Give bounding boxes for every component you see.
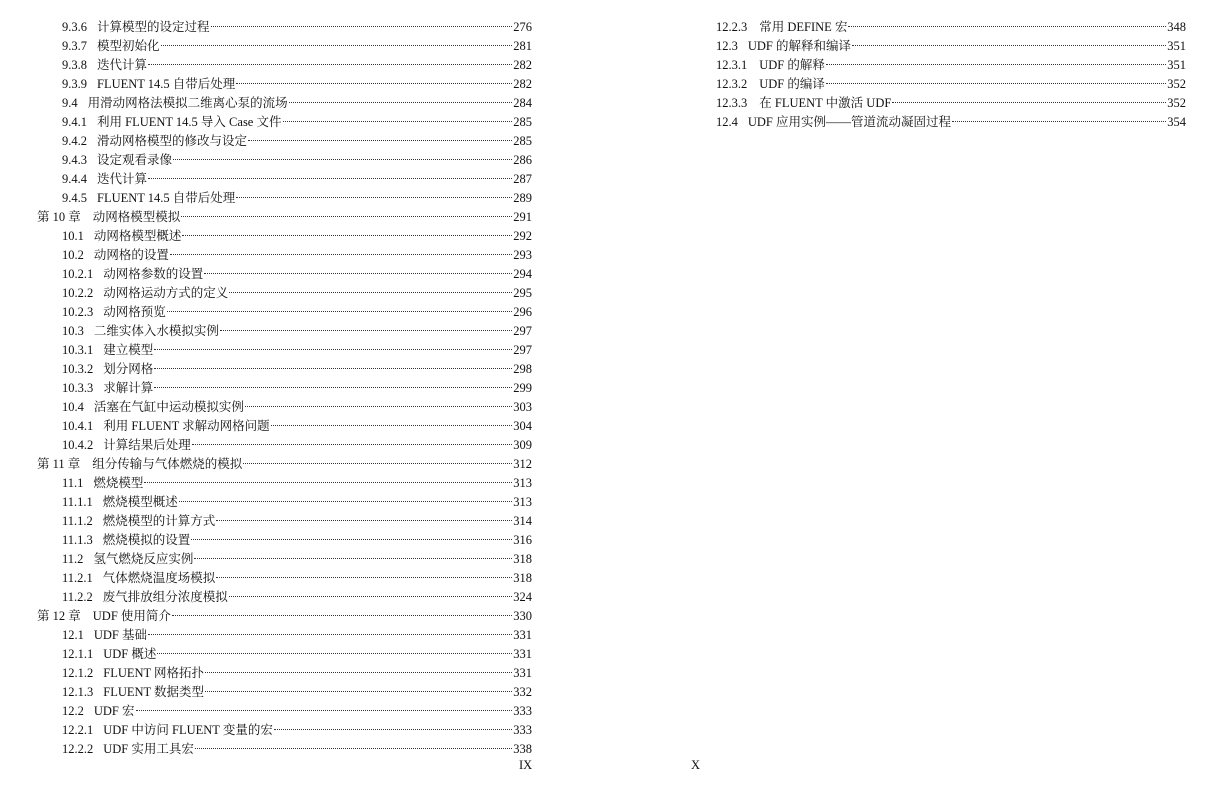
toc-entry-title: 计算结果后处理 <box>103 438 191 452</box>
dot-leader <box>170 254 512 255</box>
toc-entry-page: 309 <box>513 438 532 452</box>
dot-leader <box>191 539 512 540</box>
toc-left-page <box>37 18 532 759</box>
dot-leader <box>243 463 512 464</box>
dot-leader <box>148 178 512 179</box>
toc-entry-title: FLUENT 14.5 自带后处理 <box>97 77 236 91</box>
dot-leader <box>245 406 512 407</box>
toc-section-entry <box>37 189 532 208</box>
toc-entry-number: 12.1.2 <box>62 666 94 680</box>
toc-entry-page: 331 <box>513 666 532 680</box>
dot-leader <box>148 634 512 635</box>
toc-entry-title: 组分传输与气体燃烧的模拟 <box>92 457 243 471</box>
toc-section-entry <box>37 588 532 607</box>
toc-entry-number: 11.2 <box>62 552 84 566</box>
toc-entry-number: 12.3.2 <box>716 77 748 91</box>
toc-entry-page: 324 <box>513 590 532 604</box>
dot-leader <box>826 64 1166 65</box>
toc-section-entry <box>716 113 1186 132</box>
dot-leader <box>236 83 512 84</box>
toc-section-entry <box>37 151 532 170</box>
toc-entry-title: UDF 宏 <box>93 704 135 718</box>
toc-section-entry <box>37 303 532 322</box>
toc-entry-number: 11.1.2 <box>62 514 93 528</box>
toc-entry-number: 10.4.1 <box>62 419 94 433</box>
toc-entry-number: 12.1 <box>62 628 84 642</box>
dot-leader <box>271 425 513 426</box>
toc-entry-title: 利用 FLUENT 14.5 导入 Case 文件 <box>97 115 282 129</box>
toc-entry-number: 10.3.2 <box>62 362 94 376</box>
toc-entry-title: 氢气燃烧反应实例 <box>93 552 194 566</box>
toc-entry-page: 312 <box>513 457 532 471</box>
toc-entry-page: 282 <box>513 77 532 91</box>
toc-entry-title: 气体燃烧温度场模拟 <box>102 571 216 585</box>
toc-entry-page: 354 <box>1167 115 1186 129</box>
toc-entry-title: FLUENT 网格拓扑 <box>103 666 205 680</box>
toc-section-entry <box>716 56 1186 75</box>
toc-entry-number: 10.2.1 <box>62 267 94 281</box>
toc-entry-page: 282 <box>513 58 532 72</box>
dot-leader <box>182 235 512 236</box>
toc-entry-number: 10.2 <box>62 248 84 262</box>
dot-leader <box>289 102 513 103</box>
dot-leader <box>229 596 512 597</box>
toc-entry-page: 313 <box>513 495 532 509</box>
toc-section-entry <box>37 360 532 379</box>
dot-leader <box>161 45 513 46</box>
toc-entry-number: 9.4 <box>62 96 78 110</box>
toc-entry-page: 351 <box>1167 39 1186 53</box>
toc-entry-page: 291 <box>513 210 532 224</box>
toc-entry-number: 10.4 <box>62 400 84 414</box>
toc-entry-number: 9.3.8 <box>62 58 87 72</box>
toc-entry-title: 计算模型的设定过程 <box>97 20 210 34</box>
dot-leader <box>848 26 1166 27</box>
toc-section-entry <box>37 721 532 740</box>
toc-entry-title: UDF 基础 <box>93 628 148 642</box>
toc-entry-title: 燃烧模型概述 <box>102 495 178 509</box>
toc-section-entry <box>37 702 532 721</box>
page-number-right: X <box>691 758 701 772</box>
toc-section-entry <box>37 341 532 360</box>
toc-section-entry <box>37 531 532 550</box>
toc-entry-number: 9.4.4 <box>62 172 87 186</box>
toc-section-entry <box>37 37 532 56</box>
toc-entry-number: 9.4.3 <box>62 153 87 167</box>
toc-entry-number: 第 11 章 <box>37 457 81 471</box>
toc-entry-page: 304 <box>513 419 532 433</box>
toc-entry-number: 11.2.2 <box>62 590 93 604</box>
dot-leader <box>229 292 512 293</box>
toc-entry-page: 318 <box>513 571 532 585</box>
toc-section-entry <box>37 493 532 512</box>
toc-entry-title: 动网格模型模拟 <box>92 210 181 224</box>
dot-leader <box>173 159 512 160</box>
toc-entry-number: 9.3.7 <box>62 39 87 53</box>
toc-entry-title: UDF 的编译 <box>759 77 825 91</box>
toc-section-entry <box>37 569 532 588</box>
page-number-left: IX <box>519 758 533 772</box>
toc-entry-title: UDF 使用简介 <box>92 609 171 623</box>
toc-entry-title: 燃烧模型 <box>93 476 144 490</box>
toc-chapter-entry <box>37 208 532 227</box>
dot-leader <box>195 748 512 749</box>
toc-chapter-entry <box>37 607 532 626</box>
toc-entry-title: 常用 DEFINE 宏 <box>759 20 848 34</box>
toc-entry-page: 316 <box>513 533 532 547</box>
toc-entry-title: 求解计算 <box>103 381 154 395</box>
toc-entry-number: 10.2.2 <box>62 286 94 300</box>
dot-leader <box>204 273 512 274</box>
toc-section-entry <box>37 474 532 493</box>
dot-leader <box>216 520 512 521</box>
toc-entry-number: 12.3 <box>716 39 738 53</box>
toc-entry-number: 9.4.1 <box>62 115 87 129</box>
toc-entry-number: 9.4.2 <box>62 134 87 148</box>
toc-entry-number: 10.1 <box>62 229 84 243</box>
toc-section-entry <box>37 398 532 417</box>
toc-entry-number: 12.3.3 <box>716 96 748 110</box>
toc-entry-title: 建立模型 <box>103 343 154 357</box>
toc-section-entry <box>37 284 532 303</box>
toc-entry-title: 动网格运动方式的定义 <box>103 286 229 300</box>
toc-entry-title: 动网格模型概述 <box>93 229 182 243</box>
toc-entry-number: 12.1.3 <box>62 685 94 699</box>
toc-entry-number: 10.3 <box>62 324 84 338</box>
dot-leader <box>172 615 512 616</box>
toc-entry-page: 303 <box>513 400 532 414</box>
toc-entry-title: 迭代计算 <box>97 58 148 72</box>
toc-section-entry <box>37 132 532 151</box>
toc-section-entry <box>37 664 532 683</box>
toc-section-entry <box>37 436 532 455</box>
dot-leader <box>194 558 512 559</box>
toc-entry-title: 动网格参数的设置 <box>103 267 204 281</box>
toc-entry-number: 12.3.1 <box>716 58 748 72</box>
toc-chapter-entry <box>37 455 532 474</box>
toc-entry-title: 活塞在气缸中运动模拟实例 <box>93 400 244 414</box>
toc-entry-page: 331 <box>513 628 532 642</box>
toc-entry-number: 10.3.3 <box>62 381 94 395</box>
toc-section-entry <box>716 18 1186 37</box>
toc-section-entry <box>37 626 532 645</box>
toc-entry-number: 12.2.1 <box>62 723 94 737</box>
toc-section-entry <box>37 740 532 759</box>
toc-entry-page: 276 <box>513 20 532 34</box>
toc-entry-page: 292 <box>513 229 532 243</box>
dot-leader <box>205 691 512 692</box>
dot-leader <box>154 368 512 369</box>
toc-entry-page: 285 <box>513 115 532 129</box>
toc-entry-number: 11.2.1 <box>62 571 93 585</box>
toc-entry-number: 10.4.2 <box>62 438 94 452</box>
dot-leader <box>826 83 1166 84</box>
toc-entry-page: 330 <box>513 609 532 623</box>
dot-leader <box>136 710 513 711</box>
toc-entry-page: 285 <box>513 134 532 148</box>
toc-entry-page: 298 <box>513 362 532 376</box>
toc-entry-number: 10.2.3 <box>62 305 94 319</box>
toc-section-entry <box>37 113 532 132</box>
dot-leader <box>236 197 512 198</box>
dot-leader <box>181 216 512 217</box>
toc-section-entry <box>37 683 532 702</box>
toc-entry-number: 9.3.6 <box>62 20 87 34</box>
dot-leader <box>952 121 1166 122</box>
toc-entry-page: 332 <box>513 685 532 699</box>
toc-entry-title: 利用 FLUENT 求解动网格问题 <box>103 419 270 433</box>
toc-entry-title: 用滑动网格法模拟二维离心泵的流场 <box>87 96 288 110</box>
toc-entry-page: 281 <box>513 39 532 53</box>
toc-entry-page: 294 <box>513 267 532 281</box>
toc-entry-number: 12.1.1 <box>62 647 94 661</box>
dot-leader <box>157 653 512 654</box>
toc-entry-title: 动网格预览 <box>103 305 166 319</box>
toc-section-entry <box>37 417 532 436</box>
toc-section-entry <box>37 246 532 265</box>
toc-section-entry <box>716 75 1186 94</box>
toc-entry-number: 12.2.3 <box>716 20 748 34</box>
toc-entry-number: 9.3.9 <box>62 77 87 91</box>
toc-entry-page: 333 <box>513 704 532 718</box>
toc-entry-number: 12.2 <box>62 704 84 718</box>
toc-section-entry <box>37 227 532 246</box>
toc-entry-page: 295 <box>513 286 532 300</box>
toc-entry-title: UDF 的解释和编译 <box>747 39 852 53</box>
dot-leader <box>167 311 512 312</box>
toc-right-page <box>716 18 1186 132</box>
toc-entry-title: 在 FLUENT 中激活 UDF <box>759 96 892 110</box>
toc-section-entry <box>37 550 532 569</box>
toc-entry-title: 滑动网格模型的修改与设定 <box>97 134 248 148</box>
dot-leader <box>154 387 512 388</box>
toc-entry-number: 11.1.3 <box>62 533 93 547</box>
toc-entry-page: 296 <box>513 305 532 319</box>
toc-entry-number: 12.2.2 <box>62 742 94 756</box>
toc-entry-title: UDF 的解释 <box>759 58 825 72</box>
toc-entry-number: 11.1 <box>62 476 84 490</box>
toc-entry-page: 333 <box>513 723 532 737</box>
toc-entry-page: 293 <box>513 248 532 262</box>
toc-entry-title: 燃烧模拟的设置 <box>102 533 191 547</box>
toc-section-entry <box>37 75 532 94</box>
toc-entry-title: FLUENT 14.5 自带后处理 <box>97 191 236 205</box>
toc-entry-title: 废气排放组分浓度模拟 <box>102 590 228 604</box>
toc-entry-page: 338 <box>513 742 532 756</box>
toc-entry-page: 348 <box>1167 20 1186 34</box>
toc-section-entry <box>37 94 532 113</box>
toc-section-entry <box>37 18 532 37</box>
toc-entry-page: 289 <box>513 191 532 205</box>
toc-entry-title: 模型初始化 <box>97 39 160 53</box>
toc-section-entry <box>37 322 532 341</box>
dot-leader <box>248 140 512 141</box>
toc-entry-title: 划分网格 <box>103 362 154 376</box>
toc-section-entry <box>37 379 532 398</box>
toc-section-entry <box>716 37 1186 56</box>
toc-entry-number: 10.3.1 <box>62 343 94 357</box>
toc-entry-number: 12.4 <box>716 115 738 129</box>
toc-entry-page: 286 <box>513 153 532 167</box>
toc-section-entry <box>37 56 532 75</box>
toc-section-entry <box>37 170 532 189</box>
dot-leader <box>216 577 512 578</box>
toc-entry-title: UDF 概述 <box>103 647 157 661</box>
dot-leader <box>205 672 512 673</box>
toc-entry-number: 9.4.5 <box>62 191 87 205</box>
dot-leader <box>154 349 512 350</box>
toc-section-entry <box>716 94 1186 113</box>
toc-entry-page: 314 <box>513 514 532 528</box>
toc-entry-number: 第 12 章 <box>37 609 81 623</box>
dot-leader <box>220 330 512 331</box>
toc-entry-number: 第 10 章 <box>37 210 81 224</box>
dot-leader <box>892 102 1166 103</box>
toc-entry-page: 297 <box>513 324 532 338</box>
toc-entry-title: 二维实体入水模拟实例 <box>93 324 219 338</box>
toc-section-entry <box>37 645 532 664</box>
dot-leader <box>148 64 512 65</box>
toc-section-entry <box>37 265 532 284</box>
toc-entry-page: 318 <box>513 552 532 566</box>
dot-leader <box>144 482 512 483</box>
toc-entry-page: 352 <box>1167 96 1186 110</box>
toc-entry-number: 11.1.1 <box>62 495 93 509</box>
dot-leader <box>179 501 512 502</box>
toc-entry-title: UDF 应用实例——管道流动凝固过程 <box>747 115 952 129</box>
dot-leader <box>274 729 512 730</box>
toc-entry-page: 352 <box>1167 77 1186 91</box>
toc-entry-title: UDF 实用工具宏 <box>103 742 194 756</box>
toc-entry-title: 动网格的设置 <box>93 248 169 262</box>
toc-section-entry <box>37 512 532 531</box>
toc-entry-page: 351 <box>1167 58 1186 72</box>
toc-entry-title: FLUENT 数据类型 <box>103 685 205 699</box>
toc-entry-page: 284 <box>513 96 532 110</box>
toc-entry-title: 燃烧模型的计算方式 <box>102 514 216 528</box>
dot-leader <box>211 26 513 27</box>
toc-entry-title: 设定观看录像 <box>97 153 173 167</box>
toc-entry-page: 313 <box>513 476 532 490</box>
dot-leader <box>852 45 1166 46</box>
toc-entry-page: 297 <box>513 343 532 357</box>
toc-entry-title: UDF 中访问 FLUENT 变量的宏 <box>103 723 273 737</box>
toc-entry-page: 331 <box>513 647 532 661</box>
toc-entry-page: 287 <box>513 172 532 186</box>
dot-leader <box>192 444 512 445</box>
toc-entry-title: 迭代计算 <box>97 172 148 186</box>
toc-entry-page: 299 <box>513 381 532 395</box>
dot-leader <box>283 121 513 122</box>
